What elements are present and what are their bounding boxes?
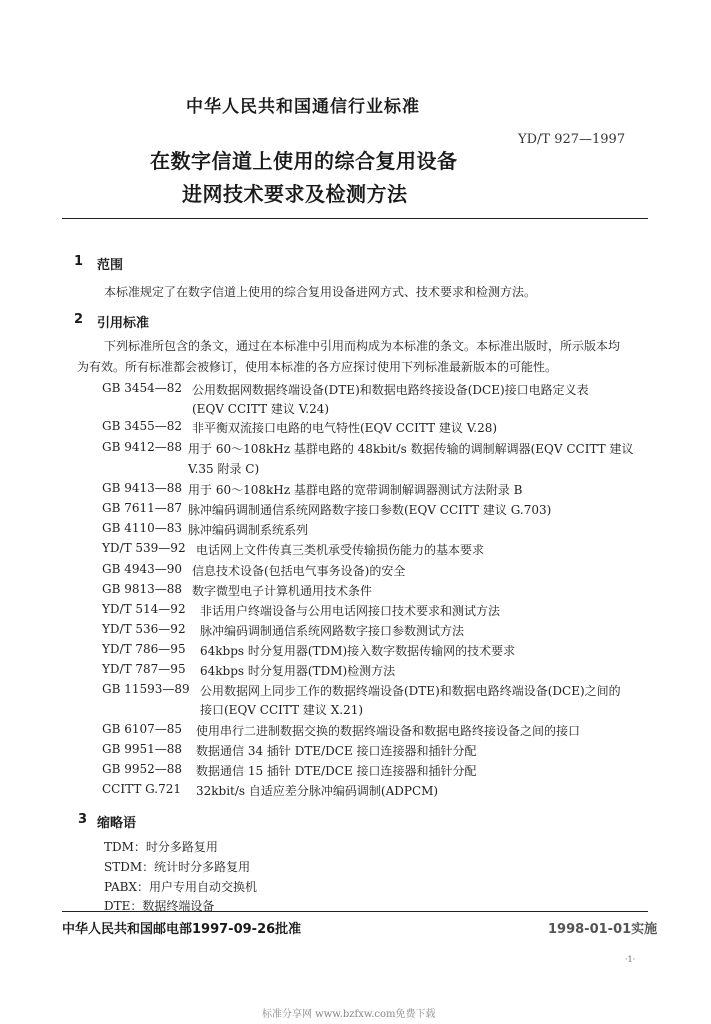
ref-code: GB 7611—87 xyxy=(102,501,183,515)
references-intro-line-1: 下列标准所包含的条文，通过在本标准中引用而构成为本标准的条文。本标准出版时，所示版本均 xyxy=(104,339,621,353)
ref-desc-cont: 接口(EQV CCITT 建议 X.21) xyxy=(200,703,364,717)
ref-code: YD/T 787—95 xyxy=(102,662,186,676)
ref-desc: 64kbps 时分复用器(TDM)接入数字数据传输网的技术要求 xyxy=(200,644,516,658)
ref-desc: 脉冲编码调制通信系统网路数字接口参数(EQV CCITT 建议 G.703) xyxy=(188,503,552,517)
ref-desc: 电话网上文件传真三类机承受传输损伤能力的基本要求 xyxy=(196,543,485,557)
references-intro-line-2: 为有效。所有标准都会被修订，使用本标准的各方应探讨使用下列标准最新版本的可能性。 xyxy=(77,360,558,374)
header-divider xyxy=(62,218,648,219)
document-title-line-1: 在数字信道上使用的综合复用设备 xyxy=(150,149,458,173)
ref-code: GB 9952—88 xyxy=(102,762,183,776)
ref-code: YD/T 539—92 xyxy=(102,541,186,555)
ref-code: YD/T 786—95 xyxy=(102,642,186,656)
abbreviation-item: DTE：数据终端设备 xyxy=(104,899,215,913)
ref-code: GB 4110—83 xyxy=(102,521,183,535)
approval-line: 中华人民共和国邮电部1997-09-26批准 xyxy=(62,922,302,937)
ref-code: GB 9413—88 xyxy=(102,481,183,495)
footer-divider xyxy=(62,911,648,912)
effective-date: 1998-01-01实施 xyxy=(548,922,658,937)
page-number: ·1· xyxy=(625,955,636,964)
ref-desc-cont: (EQV CCITT 建议 V.24) xyxy=(192,402,330,416)
ref-desc: 公用数据网数据终端设备(DTE)和数据电路终接设备(DCE)接口电路定义表 xyxy=(192,383,589,397)
ref-code: GB 9813—88 xyxy=(102,582,183,596)
ref-code: GB 4943—90 xyxy=(102,562,183,576)
section-number: 3 xyxy=(78,812,88,827)
ref-desc: 用于 60～108kHz 基群电路的 48kbit/s 数据传输的调制解调器(EQV CCITT 建议 xyxy=(188,442,634,456)
ref-desc: 64kbps 时分复用器(TDM)检测方法 xyxy=(200,664,396,678)
ref-desc-cont: V.35 附录 C) xyxy=(188,462,260,476)
section-title-scope: 范围 xyxy=(97,258,124,273)
section-title-references: 引用标准 xyxy=(97,316,150,331)
ref-desc: 数字微型电子计算机通用技术条件 xyxy=(192,584,373,598)
ref-desc: 脉冲编码调制通信系统网路数字接口参数测试方法 xyxy=(200,624,465,638)
section-title-abbreviations: 缩略语 xyxy=(97,816,137,831)
document-title-line-2: 进网技术要求及检测方法 xyxy=(182,182,408,206)
scope-paragraph: 本标准规定了在数字信道上使用的综合复用设备进网方式、技术要求和检测方法。 xyxy=(104,285,537,299)
ref-code: GB 9951—88 xyxy=(102,742,183,756)
ref-desc: 信息技术设备(包括电气事务设备)的安全 xyxy=(192,564,406,578)
section-number: 2 xyxy=(74,312,84,327)
abbreviation-item: PABX：用户专用自动交换机 xyxy=(104,880,258,894)
ref-desc: 数据通信 34 插针 DTE/DCE 接口连接器和插针分配 xyxy=(196,744,477,758)
ref-code: YD/T 536—92 xyxy=(102,622,186,636)
issuing-organization: 中华人民共和国通信行业标准 xyxy=(186,97,420,117)
abbreviation-item: STDM：统计时分多路复用 xyxy=(104,860,251,874)
ref-code: YD/T 514—92 xyxy=(102,602,186,616)
ref-desc: 公用数据网上同步工作的数据终端设备(DTE)和数据电路终端设备(DCE)之间的 xyxy=(200,684,621,698)
ref-code: GB 6107—85 xyxy=(102,722,183,736)
abbreviation-item: TDM：时分多路复用 xyxy=(104,840,218,854)
ref-desc: 32kbit/s 自适应差分脉冲编码调制(ADPCM) xyxy=(196,784,439,798)
ref-code: GB 11593—89 xyxy=(102,682,190,696)
ref-desc: 数据通信 15 插针 DTE/DCE 接口连接器和插针分配 xyxy=(196,764,477,778)
watermark-text: 标准分享网 www.bzfxw.com免费下载 xyxy=(262,1009,436,1020)
ref-code: GB 3455—82 xyxy=(102,419,183,433)
ref-desc: 非话用户终端设备与公用电话网接口技术要求和测试方法 xyxy=(200,604,501,618)
section-number: 1 xyxy=(74,254,84,269)
ref-desc: 脉冲编码调制系统系列 xyxy=(188,523,309,537)
ref-code: GB 9412—88 xyxy=(102,440,183,454)
ref-desc: 非平衡双流接口电路的电气特性(EQV CCITT 建议 V.28) xyxy=(192,421,498,435)
standard-code: YD/T 927—1997 xyxy=(518,132,626,147)
ref-desc: 使用串行二进制数据交换的数据终端设备和数据电路终接设备之间的接口 xyxy=(196,724,581,738)
ref-code: CCITT G.721 xyxy=(102,782,182,796)
ref-code: GB 3454—82 xyxy=(102,381,183,395)
ref-desc: 用于 60～108kHz 基群电路的宽带调制解调器测试方法附录 B xyxy=(188,483,523,497)
